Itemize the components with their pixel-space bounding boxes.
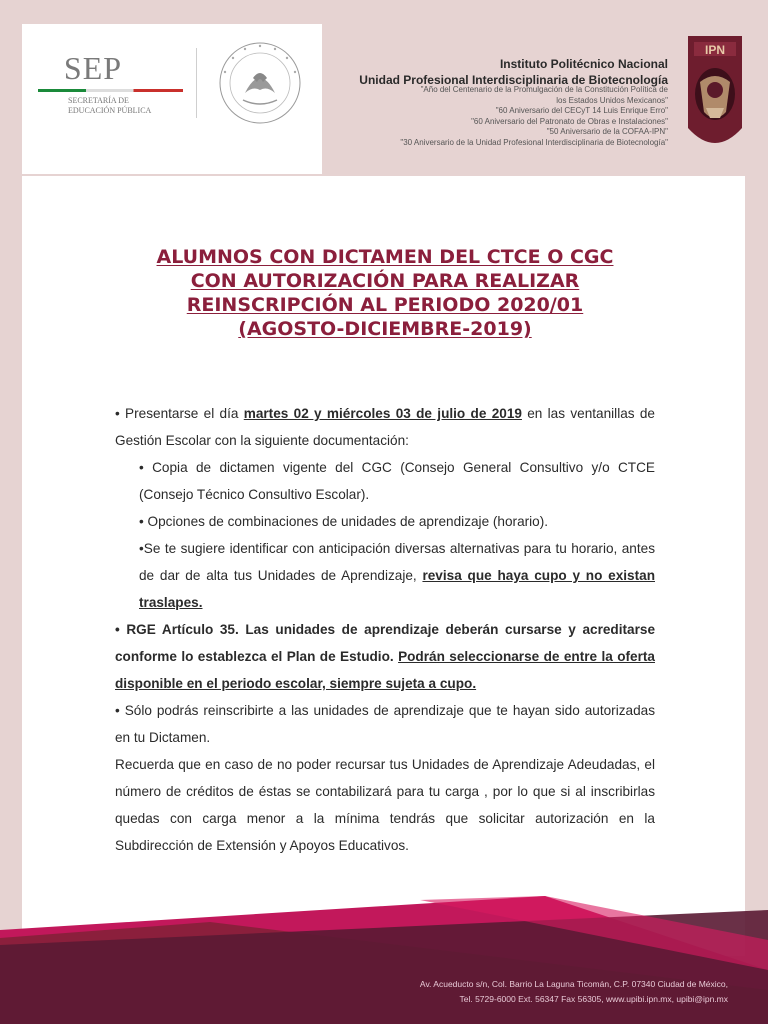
logo-divider — [196, 48, 197, 118]
footer-phone-web: Tel. 5729-6000 Ext. 56347 Fax 56305, www.upibi.ipn.mx, upibi@ipn.mx — [459, 994, 728, 1004]
paragraph-rge-article: • RGE Artículo 35. Las unidades de aprendizaje deberán cursarse y acreditarse conforme lo establezca el Plan de Estudio. Podrán seleccionarse de entre la oferta disponible en el periodo escolar, siempre sujeta a cupo. — [115, 622, 655, 691]
sep-subtitle: SECRETARÍA DE EDUCACIÓN PÚBLICA — [68, 96, 152, 115]
warning-highlight: revisa que haya cupo y no existan traslapes. — [139, 568, 655, 610]
sep-flag-stripe — [38, 89, 183, 92]
document-body — [115, 400, 655, 859]
ipn-logo-icon — [684, 32, 746, 160]
sep-logo — [38, 50, 188, 116]
svg-text:IPN: IPN — [704, 43, 726, 57]
document-title: ALUMNOS CON DICTAMEN DEL CTCE O CGC CON AUTORIZACIÓN PARA REALIZAR REINSCRIPCIÓN AL PERIODO 2020/01 (AGOSTO-DICIEMBRE-2019) — [156, 246, 614, 340]
unit-name: Unidad Profesional Interdisciplinaria de Biotecnología — [359, 73, 668, 87]
dates-highlight: martes 02 y miércoles 03 de julio de 2019 — [243, 406, 522, 421]
list-item: • Copia de dictamen vigente del CGC (Consejo General Consultivo y/o CTCE (Consejo Técnico Consultivo Escolar). — [139, 460, 655, 502]
footer-address: Av. Acueducto s/n, Col. Barrio La Laguna Ticomán, C.P. 07340 Ciudad de México, — [419, 979, 728, 989]
institution-header — [359, 56, 668, 88]
list-item: • Opciones de combinaciones de unidades de aprendizaje (horario). — [139, 514, 549, 529]
anniversary-mottos: "Año del Centenario de la Promulgación de la Constitución Política de los Estados Unidos Mexicanos" "60 Aniversario del CECyT 14 Luis Enrique Erro" "60 Aniversario del Patronato de Obras e Instalaciones" "50 Aniversario de la COFAA-IPN" "30 Aniversario de la Unidad Profesional Interdisciplinaria de Biotecnología" — [400, 85, 668, 147]
footer-contact — [420, 977, 728, 1007]
paragraph-dictamen: • Sólo podrás reinscribirte a las unidades de aprendizaje que te hayan sido autorizadas en tu Dictamen. — [115, 703, 655, 745]
mexican-seal-icon — [215, 38, 305, 128]
list-item: •Se te sugiere identificar con anticipación diversas alternativas para tu horario, antes de dar de alta tus Unidades de Aprendizaje, revisa que haya cupo y no existan traslapes. — [139, 541, 655, 610]
paragraph-dates: • Presentarse el día martes 02 y miércoles 03 de julio de 2019 en las ventanillas de Gestión Escolar con la siguiente documentación: — [115, 406, 655, 448]
sep-wordmark: SEP — [63, 50, 123, 86]
paragraph-credits: Recuerda que en caso de no poder recursar tus Unidades de Aprendizaje Adeudadas, el número de créditos de éstas se contabilizará para tu carga , por lo que si al inscribirlas quedas con carga menor a la mínima tendrás que solicitar autorización en la Subdirección de Extensión y Apoyos Educativos. — [115, 757, 655, 853]
institution-name: Instituto Politécnico Nacional — [499, 57, 668, 71]
